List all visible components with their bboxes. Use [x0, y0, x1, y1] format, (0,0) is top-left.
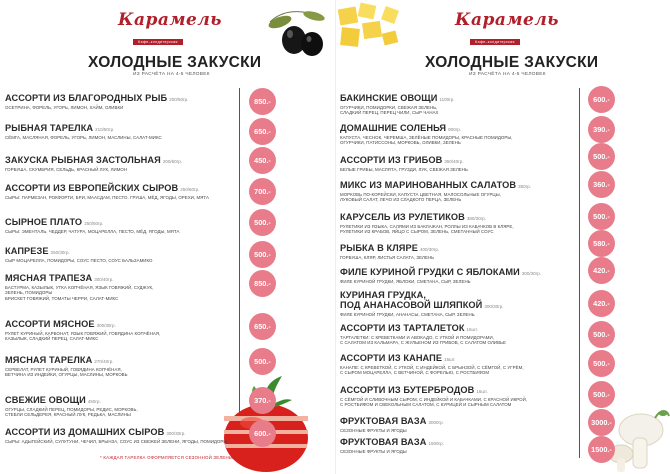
footnote: * КАЖДАЯ ТАРЕЛКА ОФОРМЛЯЕТСЯ СЕЗОННОЙ ЗЕЛЕНЬЮ: [100, 455, 237, 460]
menu-item-name: [5, 183, 209, 195]
menu-item-name: [340, 416, 444, 428]
menu-item-weight: 900гр.: [448, 127, 462, 132]
menu-item-title: МЯСНАЯ ТРАПЕЗА: [5, 273, 93, 283]
menu-item: [340, 123, 513, 146]
menu-item-title: АССОРТИ ИЗ БУТЕРБРОДОВ: [340, 385, 475, 395]
mushrooms-illustration: [607, 398, 670, 474]
menu-item-description: ЛУКОВЫЙ САЛАТ, ЛЕЧО ИЗ СЛАДКОГО ПЕРЦА, ЗЕЛЕНЬ: [340, 197, 462, 203]
price-badge: 3000.-: [588, 409, 615, 436]
price-badge: 360.-: [588, 171, 615, 198]
menu-item-name: [5, 319, 160, 331]
price-badge: 850.-: [249, 270, 276, 297]
menu-item-description: С САЛАТОМ ИЗ КАЛЬМАРА, С ЖУЛЬЕНОМ ИЗ ГРИБОВ, С САЛАТОМ ОЛИВЬЕ: [340, 340, 506, 346]
price-badge: 500.-: [588, 321, 615, 348]
brand-name: Карамель: [455, 10, 560, 30]
menu-item-weight: 210/50гр.: [95, 127, 115, 132]
menu-item-title: КАПРЕЗЕ: [5, 246, 49, 256]
price-badge: 450.-: [249, 147, 276, 174]
menu-item-name: [340, 323, 506, 335]
menu-item-name: [5, 427, 227, 439]
price-badge: 600.-: [249, 420, 276, 447]
menu-item-weight: 16шт.: [444, 357, 456, 362]
price-badge: 600.-: [588, 86, 615, 113]
menu-item-weight: 270/40гр.: [94, 359, 114, 364]
menu-item-description: СЫР МОЦАРЕЛЛА, ПОМИДОРЫ, СОУС ПЕСТО, СОУС БАЛЬЗАМИКО: [5, 258, 153, 263]
menu-item-description: БРИСКЕТ ГОВЯЖИЙ, ТОМАТЫ ЧЕРРИ, САЛАТ-МИКС: [5, 295, 119, 301]
menu-item-description: ТАРТАЛЕТКИ: С КРЕВЕТКАМИ И АВОКАДО, С УТКОЙ И ПОМИДОРАМИ,: [340, 335, 494, 340]
menu-item-name: [5, 123, 162, 135]
price-badge: 500.-: [249, 348, 276, 375]
menu-item-title: МЯСНАЯ ТАРЕЛКА: [5, 355, 93, 365]
menu-item-title: СВЕЖИЕ ОВОЩИ: [5, 395, 86, 405]
price-badge: 650.-: [249, 313, 276, 340]
menu-item-weight: 300/30гр.: [166, 431, 186, 436]
menu-item-weight: 200/50гр.: [169, 97, 189, 102]
menu-item-description: СЫРЫ: ЭМЕНТАЛЬ, ЧЕДДЕР, ЧАТУРА, МОЦАРЕЛЛА, ПЕСТО, МЁД, ЯГОДЫ, МЯТА: [5, 229, 180, 234]
cheese-illustration: [335, 0, 415, 56]
menu-item: [340, 353, 524, 376]
right-menu-page: [335, 0, 670, 474]
menu-item: [5, 273, 153, 301]
menu-item-description: СЛАДКИЙ ПЕРЕЦ, ПЕРЕЦ ЧИЛИ, СЫР ЧАНАХ: [340, 110, 439, 116]
menu-item: [340, 290, 504, 317]
menu-item-description: ОГУРЧИКИ, ПОМИДОРКИ, СВЕЖАЯ ЗЕЛЕНЬ,: [340, 105, 438, 110]
menu-item-name: [340, 123, 513, 135]
menu-item-weight: 380/30гр.: [466, 216, 487, 221]
menu-item-description: СЫРЫ: ПАРМЕЗАН, РОКФОРТИ, БРИ, МААСДАМ, ПЕСТО. ГРУША, МЁД, ЯГОДЫ, ОРЕХИ, МЯТА: [5, 195, 209, 200]
menu-item-title: БАКИНСКИЕ ОВОЩИ: [340, 93, 438, 103]
menu-item-weight: 300/30гр.: [521, 271, 541, 276]
menu-item: [5, 93, 188, 110]
menu-item: [340, 385, 527, 408]
price-badge: 1500.-: [588, 436, 615, 463]
menu-item-description: СЕРВЕЛАТ, РУЛЕТ КУРИНЫЙ, ГОВЯДИНА КОПЧЁНАЯ,: [5, 367, 122, 372]
menu-item-weight: 16шт.: [476, 389, 488, 394]
menu-item: [340, 155, 468, 172]
menu-item: [340, 437, 444, 454]
menu-item-description: С СЫРОМ МОЦАРЕЛЛА, С ВЕТЧИНОЙ, С ФОРЕЛЬЮ, С РОСТБИФОМ: [340, 370, 490, 376]
menu-item-title: КУРИНАЯ ГРУДКА,: [340, 290, 427, 300]
menu-item-description: ФИЛЕ КУРИНОЙ ГРУДКИ, ЯБЛОКИ, СМЕТАНА, СЫР, ЗЕЛЕНЬ: [340, 279, 471, 284]
price-badge: 420.-: [588, 290, 615, 317]
menu-item-name: [340, 155, 468, 167]
menu-item-title: ФРУКТОВАЯ ВАЗА: [340, 416, 427, 426]
menu-item-description: ЗЕЛЕНЬ, ПОМИДОРЫ: [5, 290, 53, 296]
brand-tagline: Кафе–кондитерская: [470, 39, 520, 45]
price-badge: 420.-: [588, 257, 615, 284]
menu-item-description: ОГУРЧИКИ, ПАТИССОНЫ, МОРКОВЬ, ОЛИВКИ, ЗЕЛЕНЬ: [340, 140, 461, 146]
menu-item: [5, 217, 179, 234]
menu-item-description: С РОСТБИФОМ И СВЕКОЛЬНЫМ САЛАТОМ, С КУРИЦЕЙ И СЫРНЫМ САЛАТОМ: [340, 402, 512, 408]
menu-item-weight: 350гр.: [518, 184, 532, 189]
menu-item-weight: 1100гр.: [439, 97, 455, 102]
menu-item-name: [5, 217, 179, 229]
menu-item-title: РЫБНАЯ ТАРЕЛКА: [5, 123, 94, 133]
olives-illustration: [262, 4, 335, 60]
menu-item-weight: 200/60гр.: [162, 159, 182, 164]
price-badge: 500.-: [588, 143, 615, 170]
menu-item-name: [340, 353, 524, 365]
page-title: ХОЛОДНЫЕ ЗАКУСКИ: [425, 54, 599, 71]
menu-item-description: СЕЗОННЫЕ ФРУКТЫ И ЯГОДЫ: [340, 449, 407, 454]
menu-item-description: БЕЛЫЕ ГРИБЫ, МАСЛЯТА, ГРУЗДИ, ЛУК, СВЕЖАЯ ЗЕЛЕНЬ: [340, 167, 468, 172]
menu-item-description: ВЕТЧИНА ИЗ ИНДЕЙКИ, ОГУРЦЫ, МАСЛИНЫ, МОРКОВЬ: [5, 372, 128, 378]
menu-item-description: РУЛЕТИКИ ИЗ ЯЗЫКА, САЛЯМИ ИЗ БАКЛАЖАН, РОЛЛЫ ИЗ КАБАЧКОВ В КЛЯРЕ,: [340, 224, 514, 229]
menu-item-weight: 1500гр.: [428, 441, 444, 446]
menu-item-weight: 400/30гр.: [419, 247, 440, 252]
menu-item: [340, 323, 506, 346]
price-badge: 500.-: [249, 241, 276, 268]
page-subtitle: ИЗ РАСЧЁТА НА 4-5 ЧЕЛОВЕК: [133, 72, 210, 77]
menu-item-weight: 300/40гр.: [94, 277, 114, 282]
price-badge: 370.-: [249, 387, 276, 414]
menu-item-weight: 300/30гр.: [96, 323, 116, 328]
menu-item-title: ФИЛЕ КУРИНОЙ ГРУДКИ С ЯБЛОКАМИ: [340, 267, 520, 277]
menu-item-name: [340, 180, 531, 192]
menu-item-description: СЕЗОННЫЕ ФРУКТЫ И ЯГОДЫ: [340, 428, 407, 433]
menu-item-name: [5, 93, 188, 105]
menu-item-description: МОРКОВЬ ПО-КОРЕЙСКИ, КАПУСТА ЦВЕТНАЯ, МАЛОСОЛЬНЫЕ ОГУРЦЫ,: [340, 192, 501, 197]
menu-item-title: АССОРТИ ИЗ КАНАПЕ: [340, 353, 443, 363]
menu-item-name: [5, 355, 128, 367]
menu-item-title: МИКС ИЗ МАРИНОВАННЫХ САЛАТОВ: [340, 180, 517, 190]
menu-item-weight: 350/40гр.: [444, 159, 464, 164]
menu-item-description: ОСЕТРИНА, ФОРЕЛЬ, УГОРЬ, ЛИМОН, ХАЙМ, ОЛИВКИ: [5, 105, 124, 110]
menu-item-title: АССОРТИ ИЗ ТАРТАЛЕТОК: [340, 323, 465, 333]
price-badge: 580.-: [588, 230, 615, 257]
price-badge: 500.-: [588, 381, 615, 408]
menu-item-title: СЫРНОЕ ПЛАТО: [5, 217, 83, 227]
menu-item-description: РУЛЕТ КУРИНЫЙ, КАРБОНАТ, ЯЗЫК ГОВЯЖИЙ, ГОВЯДИНА КОПЧЁНАЯ,: [5, 331, 161, 336]
brand-logo: [118, 10, 223, 48]
price-badge: 500.-: [588, 350, 615, 377]
menu-item-description: С СЁМГОЙ И СЛИВОЧНЫМ СЫРОМ, С ИНДЕЙКОЙ И КАБАЧКАМИ, С КРАСНОЙ ИКРОЙ,: [340, 397, 528, 402]
menu-item-weight: 250/60гр.: [180, 187, 200, 192]
menu-item-title: АССОРТИ ИЗ ЕВРОПЕЙСКИХ СЫРОВ: [5, 183, 179, 193]
menu-item-weight: 250/50гр.: [84, 221, 104, 226]
menu-item-title: АССОРТИ ИЗ ГРИБОВ: [340, 155, 443, 165]
menu-item: [5, 155, 182, 172]
menu-item-description: ОГУРЦЫ, СЛАДКИЙ ПЕРЕЦ, ПОМИДОРЫ, РЕДИС, МОРКОВЬ,: [5, 407, 138, 412]
menu-item: [340, 243, 439, 260]
menu-item-title: ДОМАШНИЕ СОЛЕНЬЯ: [340, 123, 447, 133]
menu-item: [5, 123, 162, 140]
menu-item-description: ГОРБУША, СКУМБРИЯ, СЕЛЬДЬ, КРАСНЫЙ ЛУК, ЛИМОН: [5, 167, 128, 172]
menu-item: [340, 180, 531, 203]
menu-item-description: КАЗЫЛЫК, СЛАДКИЙ ПЕРЕЦ, САЛАТ-МИКС: [5, 336, 99, 342]
menu-item: [5, 427, 227, 444]
menu-item-description: БАСТУРМА, КАЗЫЛЫК, УТКА КОПЧЁНАЯ, ЯЗЫК ГОВЯЖИЙ, СУДЖУК,: [5, 285, 154, 290]
brand-tagline: Кафе–кондитерская: [133, 39, 183, 45]
brand-logo: [455, 10, 560, 48]
menu-item-name: [340, 212, 514, 224]
menu-item-description: КАПУСТА, ЧЕСНОК, ЧЕРЕМША, ЗЕЛЁНЫЕ ПОМИДОРЫ, КРАСНЫЕ ПОМИДОРЫ,: [340, 135, 513, 140]
menu-item-title-line2: ПОД АНАНАСОВОЙ ШЛЯПКОЙ: [340, 300, 483, 310]
menu-item-name: [5, 395, 138, 407]
menu-item: [5, 183, 209, 200]
menu-item-name: [5, 155, 182, 167]
menu-item: [340, 267, 541, 284]
menu-item: [5, 395, 138, 418]
menu-item: [340, 212, 514, 235]
menu-item-description: КАНАПЕ: С КРЕВЕТКОЙ, С УТКОЙ, С ИНДЕЙКОЙ, С БРЫНЗОЙ, С СЁМГОЙ, С УГРЁМ,: [340, 365, 524, 370]
menu-item-title: АССОРТИ ИЗ БЛАГОРОДНЫХ РЫБ: [5, 93, 168, 103]
menu-item: [5, 355, 128, 378]
menu-item: [5, 246, 153, 263]
brand-name: Карамель: [118, 10, 223, 30]
menu-item-name: [5, 246, 153, 258]
menu-item-name: [5, 273, 153, 285]
menu-item-weight: 16шт.: [466, 327, 478, 332]
page-title: ХОЛОДНЫЕ ЗАКУСКИ: [88, 54, 262, 71]
page-subtitle: ИЗ РАСЧЁТА НА 4-5 ЧЕЛОВЕК: [469, 72, 546, 77]
menu-item-name: [340, 290, 504, 312]
menu-item-title: АССОРТИ МЯСНОЕ: [5, 319, 95, 329]
price-badge: 390.-: [588, 116, 615, 143]
menu-item-description: СТЕБЛИ СЕЛЬДЕРЕЯ, КРАСНЫЙ ЛУК, РЕДЬКА, МАСЛИНЫ: [5, 412, 131, 418]
price-badge: 500.-: [588, 203, 615, 230]
menu-item-name: [340, 93, 455, 105]
menu-item: [5, 319, 160, 342]
menu-item-description: ФИЛЕ КУРИНОЙ ГРУДКИ, АНАНАСЫ, СМЕТАНА, СЫР, ЗЕЛЕНЬ: [340, 312, 475, 317]
menu-item-title: ЗАКУСКА РЫБНАЯ ЗАСТОЛЬНАЯ: [5, 155, 161, 165]
menu-item-description: СЫРЫ: АДЫГЕЙСКИЙ, СУЛУГУНИ, ЧЕЧИЛ, БРЫНЗА, СОУС ИЗ СВЕЖЕЙ ЗЕЛЕНИ, ЯГОДЫ, ПОМИДОРЫ: [5, 439, 228, 444]
price-badge: 500.-: [249, 209, 276, 236]
menu-item-name: [340, 243, 439, 255]
menu-item: [340, 93, 455, 116]
menu-item-title: АССОРТИ ИЗ ДОМАШНИХ СЫРОВ: [5, 427, 165, 437]
menu-item-name: [340, 385, 527, 397]
menu-item-weight: 450гр.: [87, 399, 101, 404]
menu-item-description: ГОРБУША, КЛЯР, ЛИСТЬЯ САЛАТА, ЗЕЛЕНЬ: [340, 255, 435, 260]
menu-item-name: [340, 437, 444, 449]
price-badge: 850.-: [249, 88, 276, 115]
menu-item-weight: 3000гр.: [428, 420, 444, 425]
menu-item-title: КАРУСЕЛЬ ИЗ РУЛЕТИКОВ: [340, 212, 465, 222]
menu-item-title: РЫБКА В КЛЯРЕ: [340, 243, 418, 253]
menu-item-weight: 250/30гр.: [50, 250, 70, 255]
divider-line: [579, 88, 580, 458]
price-badge: 700.-: [249, 178, 276, 205]
price-badge: 650.-: [249, 118, 276, 145]
menu-item-description: РУЛЕТИКИ ИЗ КРАБОВ, ЯЙЦО С СЫРОМ, ЗЕЛЕНЬ, СМЕТАННЫЙ СОУС: [340, 229, 494, 235]
menu-item-name: [340, 267, 541, 279]
menu-item: [340, 416, 444, 433]
menu-item-weight: 300/30гр.: [484, 304, 504, 309]
menu-item-title: ФРУКТОВАЯ ВАЗА: [340, 437, 427, 447]
menu-item-description: СЁМГА, МАСЛЯНАЯ, ФОРЕЛЬ, УГОРЬ, ЛИМОН, МАСЛИНЫ, САЛАТ-МИКС: [5, 135, 162, 140]
